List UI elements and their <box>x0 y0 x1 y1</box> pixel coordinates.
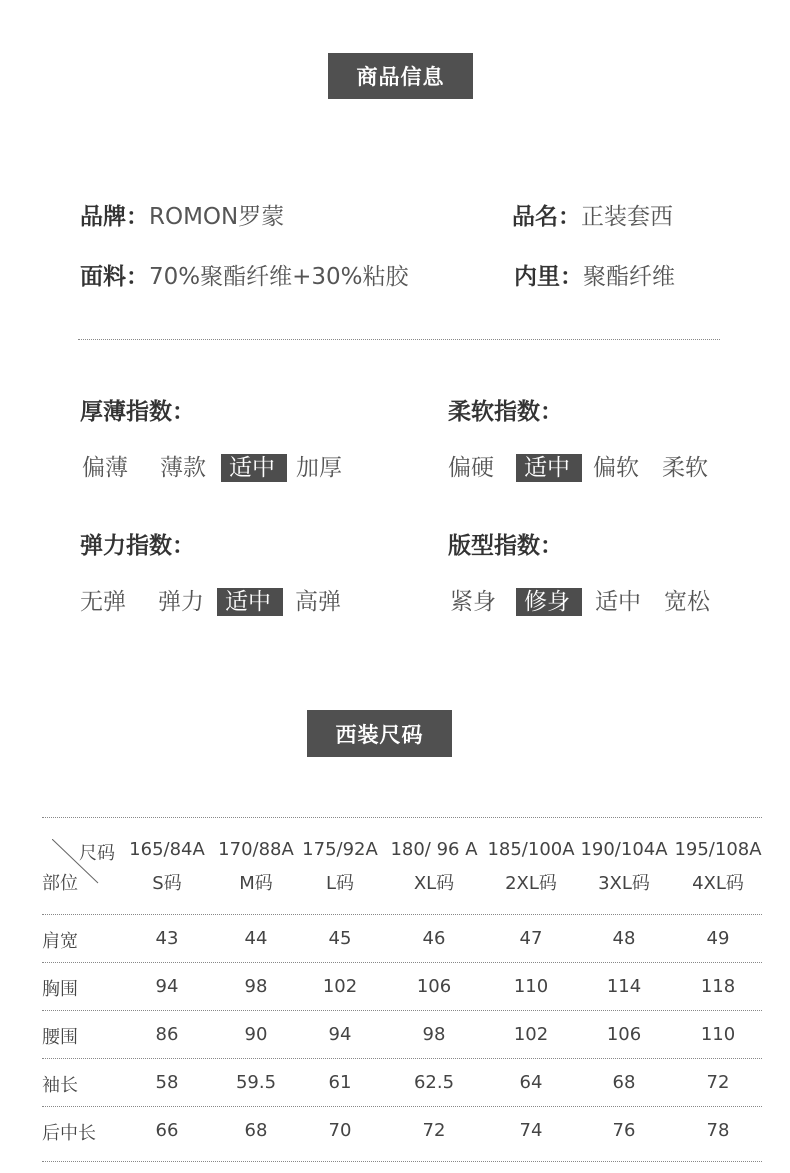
table-cell: 86 <box>155 1024 179 1045</box>
table-cell: 110 <box>700 1024 736 1045</box>
thickness-option: 薄款 <box>160 455 206 481</box>
table-rule <box>42 1161 762 1162</box>
row-part-name: 后中长 <box>42 1123 96 1144</box>
brand-label: 品牌： <box>80 204 149 230</box>
size-chart-title: 西装尺码 <box>307 710 452 757</box>
table-cell: 45 <box>328 928 352 949</box>
size-spec-header: 180/ 96 A <box>390 839 478 860</box>
name-value: 正装套西 <box>581 204 673 230</box>
fit-option: 适中 <box>595 589 641 615</box>
row-part-name: 腰围 <box>42 1027 78 1048</box>
table-cell: 58 <box>155 1072 179 1093</box>
softness-title: 柔软指数： <box>448 399 563 425</box>
table-rule <box>42 962 762 963</box>
table-cell: 61 <box>328 1072 352 1093</box>
table-cell: 98 <box>244 976 268 997</box>
corner-size-label: 尺码 <box>79 843 115 864</box>
row-part-name: 肩宽 <box>42 931 78 952</box>
size-label-header: 3XL码 <box>598 873 650 894</box>
elasticity-option: 高弹 <box>295 589 341 615</box>
size-label-header: S码 <box>152 873 182 894</box>
table-cell: 72 <box>706 1072 730 1093</box>
table-cell: 46 <box>422 928 446 949</box>
table-rule <box>42 817 762 818</box>
thickness-option: 偏薄 <box>82 455 128 481</box>
table-cell: 48 <box>612 928 636 949</box>
fabric-label: 面料： <box>80 264 149 290</box>
corner-part-label: 部位 <box>42 873 78 894</box>
fit-title: 版型指数： <box>448 533 563 559</box>
name-row <box>512 198 673 231</box>
size-label-header: XL码 <box>413 873 455 894</box>
table-cell: 64 <box>519 1072 543 1093</box>
fabric-value: 70%聚酯纤维+30%粘胶 <box>149 264 409 290</box>
fit-option: 紧身 <box>450 589 496 615</box>
table-cell: 118 <box>700 976 736 997</box>
table-cell: 59.5 <box>235 1072 277 1093</box>
row-part-name: 胸围 <box>42 979 78 1000</box>
table-cell: 106 <box>606 1024 642 1045</box>
table-cell: 114 <box>606 976 642 997</box>
size-spec-header: 170/88A <box>218 839 294 860</box>
table-cell: 78 <box>706 1120 730 1141</box>
table-cell: 106 <box>416 976 452 997</box>
size-spec-header: 190/104A <box>580 839 668 860</box>
table-rule <box>42 1010 762 1011</box>
lining-value: 聚酯纤维 <box>583 264 675 290</box>
table-rule <box>42 1106 762 1107</box>
size-spec-header: 175/92A <box>302 839 378 860</box>
softness-option: 偏硬 <box>448 455 494 481</box>
brand-row <box>80 198 284 231</box>
thickness-option-selected: 适中 <box>221 454 287 482</box>
fit-option: 宽松 <box>664 589 710 615</box>
fit-option-selected: 修身 <box>516 588 582 616</box>
elasticity-option-selected: 适中 <box>217 588 283 616</box>
divider <box>78 339 720 340</box>
name-label: 品名： <box>512 204 581 230</box>
softness-option-selected: 适中 <box>516 454 582 482</box>
table-cell: 66 <box>155 1120 179 1141</box>
table-cell: 47 <box>519 928 543 949</box>
table-cell: 94 <box>155 976 179 997</box>
size-label-header: L码 <box>325 873 355 894</box>
table-cell: 76 <box>612 1120 636 1141</box>
brand-value: ROMON罗蒙 <box>149 204 285 230</box>
table-cell: 62.5 <box>413 1072 455 1093</box>
table-cell: 43 <box>155 928 179 949</box>
size-label-header: M码 <box>239 873 273 894</box>
size-label-header: 2XL码 <box>505 873 557 894</box>
table-rule <box>42 914 762 915</box>
size-spec-header: 185/100A <box>487 839 575 860</box>
size-label-header: 4XL码 <box>692 873 744 894</box>
table-cell: 110 <box>513 976 549 997</box>
row-part-name: 袖长 <box>42 1075 78 1096</box>
thickness-option: 加厚 <box>296 455 342 481</box>
lining-label: 内里： <box>514 264 583 290</box>
table-cell: 102 <box>513 1024 549 1045</box>
softness-option: 偏软 <box>593 455 639 481</box>
table-cell: 70 <box>328 1120 352 1141</box>
table-cell: 94 <box>328 1024 352 1045</box>
fabric-row <box>80 258 409 291</box>
table-cell: 68 <box>244 1120 268 1141</box>
product-info-title: 商品信息 <box>328 53 473 99</box>
softness-option: 柔软 <box>662 455 708 481</box>
thickness-title: 厚薄指数： <box>80 399 195 425</box>
size-spec-header: 195/108A <box>674 839 762 860</box>
table-cell: 44 <box>244 928 268 949</box>
elasticity-option: 弹力 <box>158 589 204 615</box>
table-cell: 102 <box>322 976 358 997</box>
table-cell: 72 <box>422 1120 446 1141</box>
table-rule <box>42 1058 762 1059</box>
elasticity-title: 弹力指数： <box>80 533 195 559</box>
lining-row <box>514 258 675 291</box>
table-cell: 74 <box>519 1120 543 1141</box>
size-spec-header: 165/84A <box>129 839 205 860</box>
table-cell: 68 <box>612 1072 636 1093</box>
table-cell: 98 <box>422 1024 446 1045</box>
table-cell: 49 <box>706 928 730 949</box>
elasticity-option: 无弹 <box>80 589 126 615</box>
table-cell: 90 <box>244 1024 268 1045</box>
